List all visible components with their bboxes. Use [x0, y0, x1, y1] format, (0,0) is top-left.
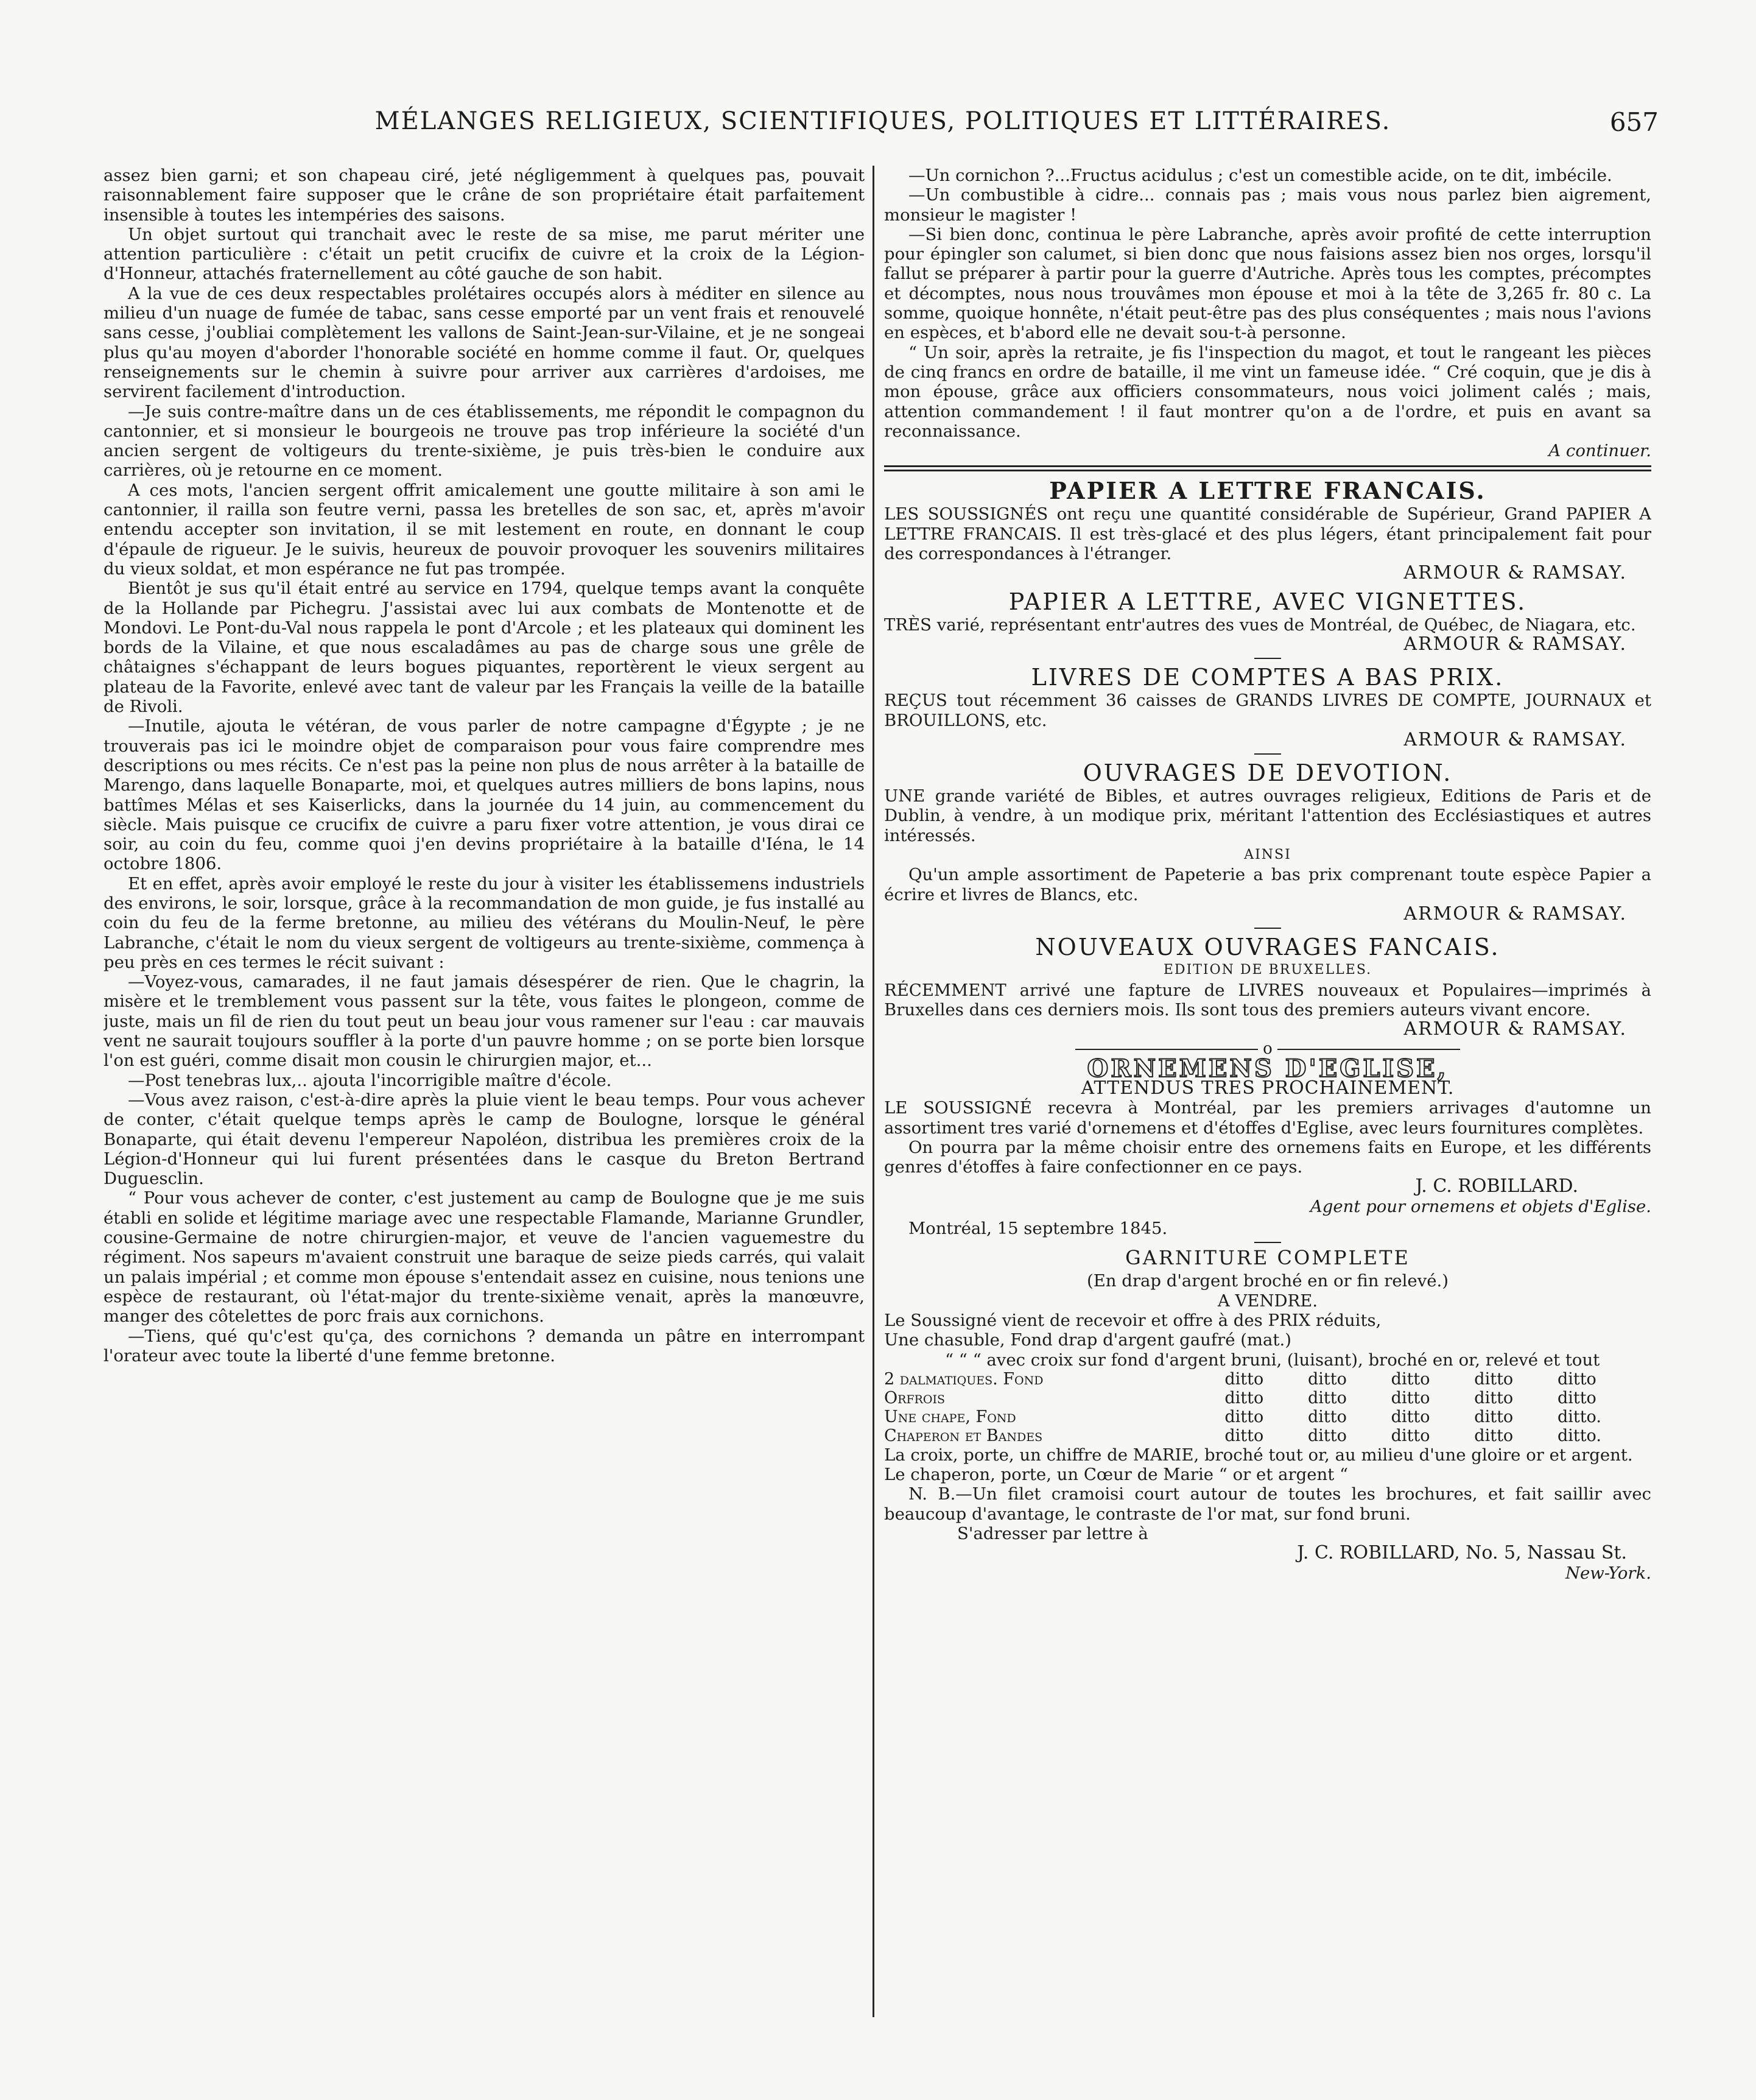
ad-subtitle: ATTENDUS TRES PROCHAINEMENT.	[1081, 1077, 1455, 1099]
to-continue: A continuer.	[1548, 441, 1651, 461]
ad-text: REÇUS tout récemment 36 caisses de GRANDS LIVRES DE COMPTE, JOURNAUX et BROUILLONS, etc.	[884, 691, 1651, 730]
table-row: Chaperon et Bandes ditto ditto ditto ditto ditto.	[884, 1426, 1601, 1445]
ad-agent: Agent pour ornemens et objets d'Eglise.	[1310, 1196, 1651, 1216]
column-divider	[873, 166, 874, 2017]
running-title: MÉLANGES RELIGIEUX, SCIENTIFIQUES, POLITIQUES ET LITTÉRAIRES.	[374, 107, 1391, 135]
page-header	[0, 107, 1756, 150]
ad-signature: ARMOUR & RAMSAY.	[1403, 903, 1627, 925]
ad-ainsi: AINSI	[1244, 847, 1291, 863]
ad-papier-lettre	[884, 477, 1651, 583]
ad-subtitle: (En drap d'argent broché en or fin relevé.)	[1086, 1271, 1449, 1291]
ad-text: Une chasuble, Fond drap d'argent gaufré (mat.)	[884, 1330, 1291, 1350]
ornament-separator: o	[884, 1039, 1651, 1059]
ad-title: GARNITURE COMPLETE	[1125, 1246, 1410, 1270]
ad-signature: J. C. ROBILLARD.	[1415, 1175, 1578, 1197]
ad-text: LES SOUSSIGNÉS ont reçu une quantité considérable de Supérieur, Grand PAPIER A LETTRE FRANCAIS. Il est très-glacé et des plus légers, étant principalement fait pour des correspondances à l'étranger.	[884, 504, 1651, 564]
paragraph: —Vous avez raison, c'est-à-dire après la pluie vient le beau temps. Pour vous achever de conter, c'était quelque temps après le camp de Boulogne, lorsque le général Bonaparte, qui était devenu l'empereur Napoléon, distribua les premières croix de la Légion-d'Honneur qui lui furent présentées dans le casque du Breton Bertrand Duguesclin.	[104, 1090, 865, 1189]
ad-title: NOUVEAUX OUVRAGES FANCAIS.	[1035, 934, 1500, 961]
ad-title: ORNEMENS D'EGLISE,	[1087, 1054, 1449, 1083]
ad-signature: ARMOUR & RAMSAY.	[1403, 562, 1627, 584]
paragraph: Bientôt je sus qu'il était entré au service en 1794, quelque temps avant la conquête de la Hollande par Pichegru. J'assistai avec lui aux combats de Montenotte et de Mondovi. Le Pont-du-Val nous rappela le pont d'Arcole ; et les plateaux qui dominent les bords de la Vilaine, et que nous escaladâmes au pas de charge sous une grêle de châtaignes s'échappant de leurs bogues piquantes, reportèrent le vieux sergent au plateau de la Favorite, enlevé avec tant de valeur par les Français la veille de la bataille de Rivoli.	[104, 579, 865, 717]
paragraph: “ Pour vous achever de conter, c'est justement au camp de Boulogne que je me suis établi en solide et légitime mariage avec une respectable Flamande, Marianne Grundler, cousine-Germaine de notre chirurgien-major, et veuve de l'ancien vaguemestre du régiment. Nos sapeurs m'avaient construit une baraque de seize pieds carrés, qui valait un palais impérial ; et comme mon épouse s'entendait assez en cuisine, nous tenions une espèce de restaurant, où l'état-major du trente-sixième venait, après la manœuvre, manger des côtelettes de porc frais aux cornichons.	[104, 1188, 865, 1327]
ad-signature: ARMOUR & RAMSAY.	[1403, 728, 1627, 750]
left-column	[104, 166, 865, 2029]
ad-address: J. C. ROBILLARD, No. 5, Nassau St.	[1297, 1542, 1627, 1564]
ad-papier-vignettes	[884, 588, 1651, 655]
ad-text: La croix, porte, un chiffre de MARIE, broché tout or, au milieu d'une gloire or et argent.	[884, 1445, 1633, 1465]
ad-text: Le Soussigné vient de recevoir et offre à des PRIX réduits,	[884, 1310, 1382, 1330]
paragraph: assez bien garni; et son chapeau ciré, jeté négligemment à quelques pas, pouvait raisonnablement faire supposer que le crâne de son propriétaire était parfaitement insensible à toutes les intempéries des saisons.	[104, 166, 865, 225]
ad-subtitle: EDITION DE BRUXELLES.	[1163, 962, 1372, 978]
divider	[1254, 1242, 1281, 1243]
table-row: 2 dalmatiques. Fond ditto ditto ditto ditto ditto	[884, 1369, 1596, 1389]
ad-text: UNE grande variété de Bibles, et autres ouvrages religieux, Editions de Paris et de Dublin, à vendre, à un modique prix, méritant l'attention des Ecclésiastiques et autres intéressés.	[884, 786, 1651, 845]
ad-ouvrages-devotion	[884, 759, 1651, 924]
paragraph: —Un combustible à cidre... connais pas ; mais vous nous parlez bien aigrement, monsieur le magister !	[884, 185, 1651, 225]
ad-text: On pourra par la même choisir entre des ornemens faits en Europe, et les différents genres d'étoffes à faire confectionner en ce pays.	[884, 1137, 1651, 1177]
ad-text: LE SOUSSIGNÉ recevra à Montréal, par les premiers arrivages d'automne un assortiment tres varié d'ornemens et d'étoffes d'Eglise, avec leurs fournitures complètes.	[884, 1098, 1651, 1138]
paragraph: —Post tenebras lux,.. ajouta l'incorrigible maître d'école.	[128, 1070, 612, 1090]
table-row: Une chape, Fond ditto ditto ditto ditto ditto.	[884, 1407, 1601, 1426]
paragraph: A la vue de ces deux respectables prolétaires occupés alors à méditer en silence au milieu d'un nuage de fumée de tabac, sans cesse emporté par un vent frais et renouvelé sans cesse, j'oubliai complètement les vallons de Saint-Jean-sur-Vilaine, et je ne songeai plus qu'au moyen d'aborder l'honorable société en homme comme il faut. Or, quelques renseignements sur le chemin à suivre pour arriver aux carrières d'ardoises, me servirent facilement d'introduction.	[104, 283, 865, 402]
ad-nouveaux-ouvrages	[884, 934, 1651, 1039]
paragraph: —Un cornichon ?...Fructus acidulus ; c'est un comestible acide, on te dit, imbécile.	[908, 166, 1612, 185]
paragraph: —Voyez-vous, camarades, il ne faut jamais désespérer de rien. Que le chagrin, la misère et le tremblement vous passent sur la tête, vous faites le plongeon, comme de juste, mais un fil de rien du tout peut un beau jour vous ramener sur l'eau : car mauvais vent ne saurait toujours souffler à la porte d'un pauvre homme ; on se porte bien lorsque l'on est guéri, comme disait mon cousin le chirurgien major, et...	[104, 972, 865, 1071]
garniture-table	[884, 1370, 1651, 1445]
section-rule	[884, 465, 1651, 471]
ad-text: N. B.—Un filet cramoisi court autour de toutes les brochures, et fait saillir avec beaucoup d'avantage, le contraste de l'or mat, sur fond bruni.	[884, 1484, 1651, 1524]
paragraph: “ Un soir, après la retraite, je fis l'inspection du magot, et tout le rangeant les pièces de cinq francs en ordre de bataille, il me vint un fameuse idée. “ Cré coquin, que je dis à mon épouse, grâce aux officiers consommateurs, nous voici joliment calés ; mais, attention commandement ! il faut montrer qu'on a de l'ordre, et puis en avant sa reconnaissance.	[884, 342, 1651, 441]
ad-title: PAPIER A LETTRE, AVEC VIGNETTES.	[1008, 588, 1527, 615]
paragraph: —Tiens, qué qu'c'est qu'ça, des cornichons ? demanda un pâtre en interrompant l'orateur avec toute la liberté d'une femme bretonne.	[104, 1326, 865, 1365]
ad-text: Qu'un ample assortiment de Papeterie a bas prix comprenant toute espèce Papier a écrire et livres de Blancs, etc.	[884, 865, 1651, 904]
divider	[1254, 928, 1281, 929]
ad-text: S'adresser par lettre à	[957, 1524, 1148, 1544]
paragraph: Et en effet, après avoir employé le reste du jour à visiter les établissemens industriels des environs, le soir, lorsque, grâce à la recommandation de mon guide, je fus installé au coin du feu de la ferme bretonne, au milieu des vétérans du Moulin-Neuf, le père Labranche, c'était le nom du vieux sergent de voltigeurs au trente-sixième, commença à peu près en ces termes le récit suivant :	[104, 873, 865, 972]
ad-ornemens	[884, 1054, 1651, 1239]
ad-text: TRÈS varié, représentant entr'autres des vues de Montréal, de Québec, de Niagara, etc.	[884, 615, 1636, 635]
ad-text: Le chaperon, porte, un Cœur de Marie “ or et argent “	[884, 1465, 1349, 1485]
ad-title: LIVRES DE COMPTES A BAS PRIX.	[1031, 664, 1505, 691]
ad-livres-comptes	[884, 664, 1651, 750]
ad-vendre: A VENDRE.	[1217, 1291, 1318, 1311]
paragraph: A ces mots, l'ancien sergent offrit amicalement une goutte militaire à son ami le cantonnier, il railla son feutre verni, passa les bretelles de son sac, et, après m'avoir entendu accepter son invitation, il se mit lestement en route, en donnant le coup d'épaule de rigueur. Je le suivis, heureux de pouvoir provoquer les souvenirs militaires du vieux soldat, et mon espérance ne fut pas trompée.	[104, 480, 865, 579]
ad-garniture	[884, 1244, 1651, 1583]
ad-signature: ARMOUR & RAMSAY.	[1403, 633, 1627, 655]
ad-text: RÉCEMMENT arrivé une fapture de LIVRES nouveaux et Populaires—imprimés à Bruxelles dans ces derniers mois. Ils sont tous des premiers auteurs vivant encore.	[884, 980, 1651, 1020]
ad-signature: ARMOUR & RAMSAY.	[1403, 1018, 1627, 1040]
paragraph: Un objet surtout qui tranchait avec le reste de sa mise, me parut mériter une attention particulière : c'était un petit crucifix de cuivre et la croix de la Légion-d'Honneur, attachés fraternellement au côté gauche de son habit.	[104, 224, 865, 284]
divider	[1254, 658, 1281, 659]
paragraph: —Je suis contre-maître dans un de ces établissements, me répondit le compagnon du cantonnier, et si monsieur le bourgeois ne trouve pas trop inférieure la société d'un ancien sergent de voltigeurs du trente-sixième, je puis très-bien le conduire aux carrières, où je retourne en ce moment.	[104, 401, 865, 481]
ad-title: PAPIER A LETTRE FRANCAIS.	[1049, 477, 1486, 505]
right-column	[884, 166, 1651, 2029]
paragraph: —Inutile, ajouta le vétéran, de vous parler de notre campagne d'Égypte ; je ne trouverais pas ici le moindre objet de comparaison pour vous faire comprendre mes descriptions ou mes récits. Ce n'est pas la peine non plus de nous arrêter à la bataille de Marengo, dans laquelle Bonaparte, moi, et quelques autres milliers de bons lapins, nous battîmes Mélas et ses Kaiserlicks, dans la journée du 14 juin, au commencement du siècle. Mais puisque ce crucifix de cuivre a paru fixer votre attention, je vous dirai ce soir, au coin du feu, comme quoi j'en devins propriétaire à la bataille d'Iéna, le 14 octobre 1806.	[104, 716, 865, 874]
ad-text: “ “ “ avec croix sur fond d'argent bruni, (luisant), broché en or, relevé et tout	[945, 1350, 1600, 1370]
ad-city: New-York.	[1565, 1563, 1651, 1583]
ad-title: OUVRAGES DE DEVOTION.	[1083, 759, 1453, 787]
page-number: 657	[1609, 107, 1659, 137]
paragraph: —Si bien donc, continua le père Labranche, après avoir profité de cette interruption pour épingler son calumet, si bien donc que nous faisions assez bien nos orges, lorsqu'il fallut se préparer à partir pour la guerre d'Autriche. Après tous les comptes, précomptes et décomptes, nous nous trouvâmes mon épouse et moi à la tête de 3,265 fr. 80 c. La somme, quoique honnête, n'était peut-être pas des plus conséquentes ; mais nous l'avions en espèces, et b'abord elle ne devait sou-t-à personne.	[884, 224, 1651, 343]
ad-date: Montréal, 15 septembre 1845.	[908, 1219, 1168, 1239]
table-row: Orfrois ditto ditto ditto ditto ditto	[884, 1388, 1596, 1408]
divider	[1254, 753, 1281, 755]
